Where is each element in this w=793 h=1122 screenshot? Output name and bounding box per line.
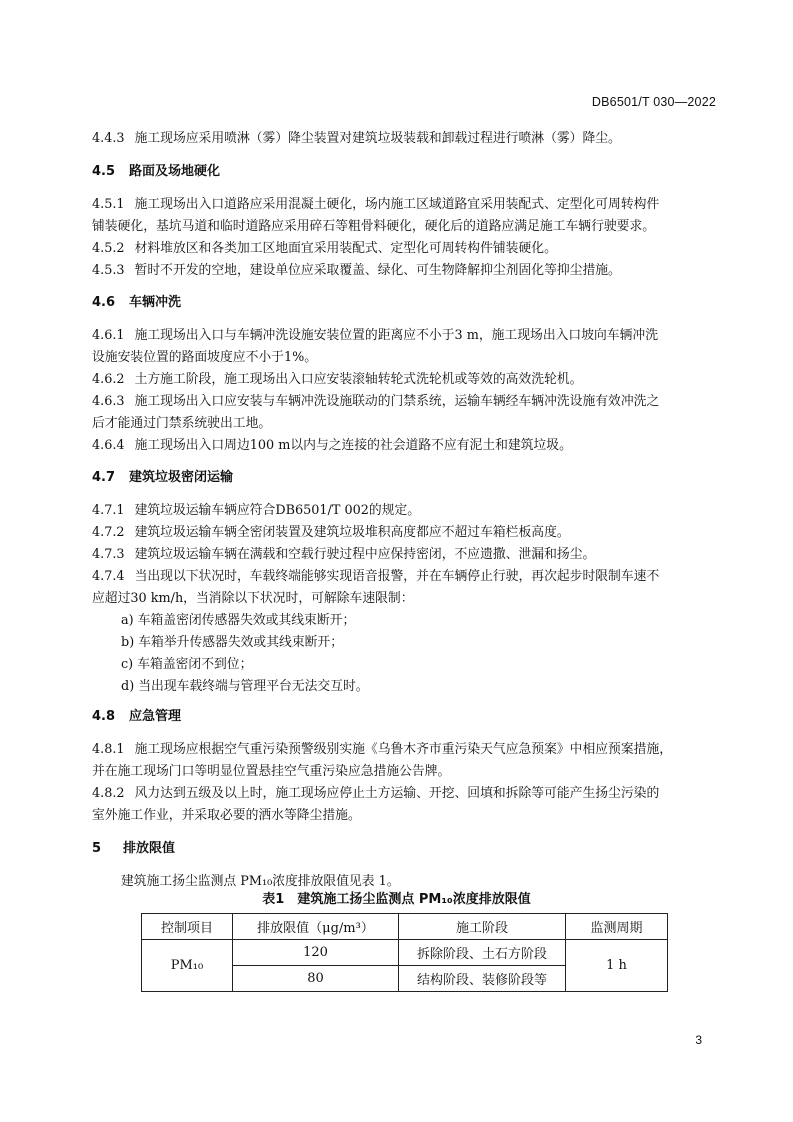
list-item: a) 车箱盖密闭传感器失效或其线束断开； <box>121 613 356 628</box>
clause-4-5-1-cont: 铺装硬化，基坑马道和临时道路应采用碎石等粗骨料硬化，硬化后的道路应满足施工车辆行驶要求。 <box>92 219 656 234</box>
clause-4-6-3 <box>92 392 659 412</box>
clause-number: 4.7.3 <box>92 547 125 562</box>
control-item-cell: PM₁₀ <box>142 940 233 992</box>
clause-number: 4.5.2 <box>92 241 125 256</box>
stage-cell: 拆除阶段、土石方阶段 <box>399 940 566 966</box>
clause-number: 4.4.3 <box>92 131 125 146</box>
clause-4-8-2 <box>92 784 659 804</box>
clause-text: 施工现场应根据空气重污染预警级别实施《乌鲁木齐市重污染天气应急预案》中相应预案措施， <box>134 742 673 757</box>
heading-number: 4.6 <box>92 295 116 310</box>
clause-text: 建筑垃圾运输车辆应符合DB6501/T 002的规定。 <box>134 503 421 518</box>
period-cell: 1 h <box>566 940 668 992</box>
document-id: DB6501/T 030—2022 <box>591 95 716 109</box>
table-caption: 表1 建筑施工扬尘监测点 PM₁₀浓度排放限值 <box>262 892 531 907</box>
clause-4-6-3-cont: 后才能通过门禁系统驶出工地。 <box>92 416 272 431</box>
clause-4-7-2 <box>92 523 570 543</box>
heading-title: 应急管理 <box>129 709 182 724</box>
clause-number: 4.7.1 <box>92 503 125 518</box>
heading-title: 建筑垃圾密闭运输 <box>129 470 234 485</box>
table-header-row <box>142 914 668 940</box>
clause-4-5-1 <box>92 195 659 215</box>
clause-text: 施工现场应采用喷淋（雾）降尘装置对建筑垃圾装载和卸载过程进行喷淋（雾）降尘。 <box>134 131 621 146</box>
limits-table <box>141 913 668 992</box>
table-row <box>142 940 668 966</box>
heading-4-6 <box>92 293 181 313</box>
clause-text: 施工现场出入口道路应采用混凝土硬化，场内施工区域道路宜采用装配式、定型化可周转构件 <box>134 197 660 212</box>
clause-4-6-4 <box>92 436 572 456</box>
clause-4-5-3 <box>92 261 621 281</box>
heading-5 <box>92 839 175 859</box>
clause-4-7-1 <box>92 501 420 521</box>
paragraph: 建筑施工扬尘监测点 PM₁₀浓度排放限值见表 1。 <box>121 874 400 889</box>
clause-number: 4.6.1 <box>92 328 125 343</box>
clause-4-4-3 <box>92 129 621 149</box>
clause-text: 建筑垃圾运输车辆全密闭装置及建筑垃圾堆积高度都应不超过车箱栏板高度。 <box>134 525 570 540</box>
clause-4-8-2-cont: 室外施工作业，并采取必要的洒水等降尘措施。 <box>92 808 361 823</box>
clause-number: 4.6.3 <box>92 394 125 409</box>
stage-cell: 结构阶段、装修阶段等 <box>399 966 566 992</box>
clause-number: 4.5.1 <box>92 197 125 212</box>
clause-text: 施工现场出入口周边100 m以内与之连接的社会道路不应有泥土和建筑垃圾。 <box>134 438 572 453</box>
clause-4-5-2 <box>92 239 557 259</box>
heading-title: 路面及场地硬化 <box>129 164 221 179</box>
clause-number: 4.5.3 <box>92 263 125 278</box>
clause-number: 4.6.4 <box>92 438 125 453</box>
clause-number: 4.8.2 <box>92 786 125 801</box>
heading-number: 4.5 <box>92 164 116 179</box>
heading-number: 4.8 <box>92 709 116 724</box>
heading-title: 车辆冲洗 <box>129 295 182 310</box>
clause-4-6-1 <box>92 326 658 346</box>
clause-4-7-4-cont: 应超过30 km/h，当消除以下状况时，可解除车速限制： <box>92 591 414 606</box>
clause-4-6-2 <box>92 370 582 390</box>
clause-4-6-1-cont: 设施安装位置的路面坡度应不小于1%。 <box>92 350 318 365</box>
limit-cell: 80 <box>233 966 399 992</box>
table-header-cell: 控制项目 <box>142 914 233 940</box>
list-item: c) 车箱盖密闭不到位； <box>121 657 253 672</box>
heading-4-8 <box>92 707 181 727</box>
limit-cell: 120 <box>233 940 399 966</box>
clause-number: 4.7.2 <box>92 525 125 540</box>
clause-4-8-1-cont: 并在施工现场门口等明显位置悬挂空气重污染应急措施公告牌。 <box>92 764 451 779</box>
clause-number: 4.6.2 <box>92 372 125 387</box>
heading-4-5 <box>92 162 220 182</box>
clause-number: 4.7.4 <box>92 569 125 584</box>
heading-number: 5 <box>92 841 102 856</box>
list-item: b) 车箱举升传感器失效或其线束断开； <box>121 635 344 650</box>
table-header-cell: 排放限值（μg/m³） <box>233 914 399 940</box>
clause-text: 暂时不开发的空地，建设单位应采取覆盖、绿化、可生物降解抑尘剂固化等抑尘措施。 <box>134 263 621 278</box>
table-header-cell: 施工阶段 <box>399 914 566 940</box>
clause-text: 施工现场出入口与车辆冲洗设施安装位置的距离应不小于3 m，施工现场出入口坡向车辆冲洗 <box>134 328 658 343</box>
clause-text: 建筑垃圾运输车辆在满载和空载行驶过程中应保持密闭，不应遗撒、泄漏和扬尘。 <box>134 547 596 562</box>
clause-text: 材料堆放区和各类加工区地面宜采用装配式、定型化可周转构件铺装硬化。 <box>134 241 557 256</box>
clause-4-7-3 <box>92 545 595 565</box>
heading-number: 4.7 <box>92 470 116 485</box>
clause-text: 风力达到五级及以上时，施工现场应停止土方运输、开挖、回填和拆除等可能产生扬尘污染的 <box>134 786 660 801</box>
page-number: 3 <box>695 1033 702 1047</box>
heading-title: 排放限值 <box>123 841 176 856</box>
clause-text: 土方施工阶段，施工现场出入口应安装滚轴转轮式洗轮机或等效的高效洗轮机。 <box>134 372 583 387</box>
clause-4-8-1 <box>92 740 672 760</box>
list-item: d) 当出现车载终端与管理平台无法交互时。 <box>121 679 369 694</box>
table-header-cell: 监测周期 <box>566 914 668 940</box>
clause-text: 施工现场出入口应安装与车辆冲洗设施联动的门禁系统，运输车辆经车辆冲洗设施有效冲洗之 <box>134 394 660 409</box>
clause-4-7-4 <box>92 567 659 587</box>
heading-4-7 <box>92 468 233 488</box>
clause-number: 4.8.1 <box>92 742 125 757</box>
clause-text: 当出现以下状况时，车载终端能够实现语音报警，并在车辆停止行驶，再次起步时限制车速不 <box>134 569 660 584</box>
